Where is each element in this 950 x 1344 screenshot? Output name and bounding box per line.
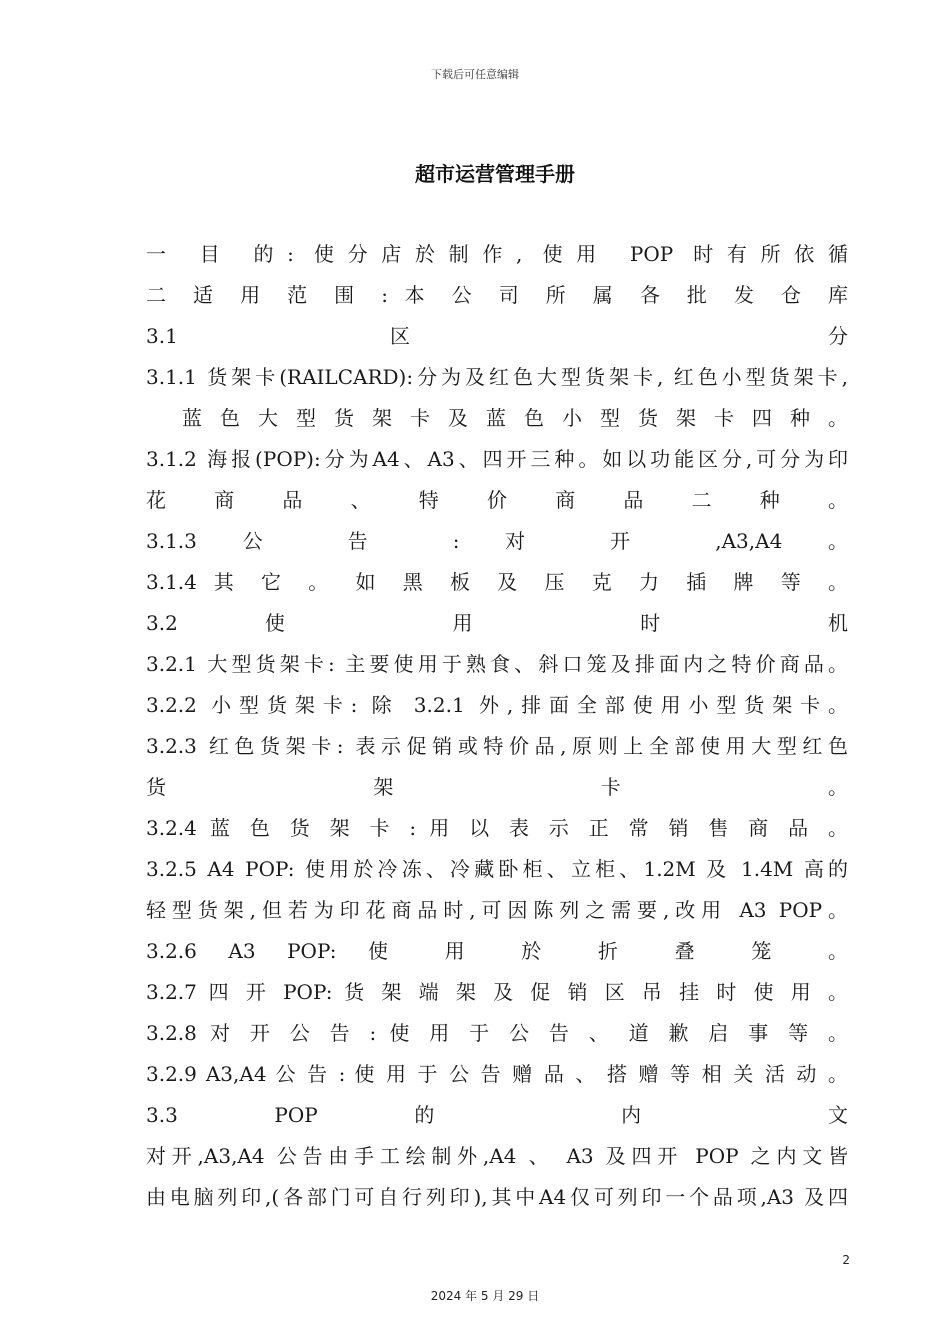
- body-line: 3.1.1 货架卡(RAILCARD):分为及红色大型货架卡, 红色小型货架卡,: [146, 365, 848, 389]
- body-line: 3.1 区 分: [146, 324, 848, 348]
- body-line: 对开,A3,A4 公告由手工绘制外,A4 、 A3 及四开 POP 之内文皆: [146, 1144, 848, 1168]
- body-line: 货 架 卡 。: [146, 775, 848, 799]
- body-line: 3.2.3 红色货架卡: 表示促销或特价品,原则上全部使用大型红色: [146, 734, 848, 758]
- body-line: 3.1.4 其 它 。 如 黑 板 及 压 克 力 插 牌 等 。: [146, 570, 848, 594]
- body-line: 3.2.4 蓝 色 货 架 卡 : 用 以 表 示 正 常 销 售 商 品 。: [146, 816, 848, 840]
- body-line: 3.2.1 大型货架卡: 主要使用于熟食、斜口笼及排面内之特价商品。: [146, 652, 848, 676]
- body-line: 3.2.7 四 开 POP: 货 架 端 架 及 促 销 区 吊 挂 时 使 用 。: [146, 980, 848, 1004]
- body-line: 3.2 使 用 时 机: [146, 611, 848, 635]
- body-line: 3.1.3 公 告 : 对 开 ,A3,A4 。: [146, 529, 848, 553]
- body-line: 3.2.5 A4 POP: 使用於冷冻、冷藏卧柜、立柜、1.2M 及 1.4M 高的: [146, 857, 848, 881]
- page-footer-date: 2024 年 5 月 29 日: [430, 1289, 540, 1303]
- page-header-note: 下载后可任意编辑: [431, 68, 519, 81]
- body-line: 花 商 品 、 特 价 商 品 二 种 。: [146, 488, 848, 512]
- body-line: 3.2.9 A3,A4 公 告 : 使 用 于 公 告 赠 品 、 搭 赠 等 相 关 活 动 。: [146, 1062, 848, 1086]
- document-body: [146, 234, 848, 1218]
- body-line: 轻型货架,但若为印花商品时,可因陈列之需要,改用 A3 POP。: [146, 898, 848, 922]
- body-line: 3.2.6 A3 POP: 使 用 於 折 叠 笼 。: [146, 939, 848, 963]
- body-line: 3.2.8 对 开 公 告 : 使 用 于 公 告 、 道 歉 启 事 等 。: [146, 1021, 848, 1045]
- page-number: 2: [842, 1253, 850, 1267]
- body-line: 由电脑列印,(各部门可自行列印),其中A4仅可列印一个品项,A3 及四: [146, 1185, 848, 1209]
- body-line: 蓝 色 大 型 货 架 卡 及 蓝 色 小 型 货 架 卡 四 种 。: [182, 406, 848, 430]
- body-line: 二 适 用 范 围 : 本 公 司 所 属 各 批 发 仓 库: [146, 283, 848, 307]
- body-line: 一 目 的: 使分店於制作, 使用 POP 时有所依循: [146, 242, 848, 266]
- document-title: 超市运营管理手册: [415, 162, 575, 186]
- body-line: 3.2.2 小型货架卡: 除 3.2.1 外,排面全部使用小型货架卡。: [146, 693, 848, 717]
- body-line: 3.3 POP 的 内 文: [146, 1103, 848, 1127]
- body-line: 3.1.2 海报(POP):分为A4、A3、四开三种。如以功能区分,可分为印: [146, 447, 848, 471]
